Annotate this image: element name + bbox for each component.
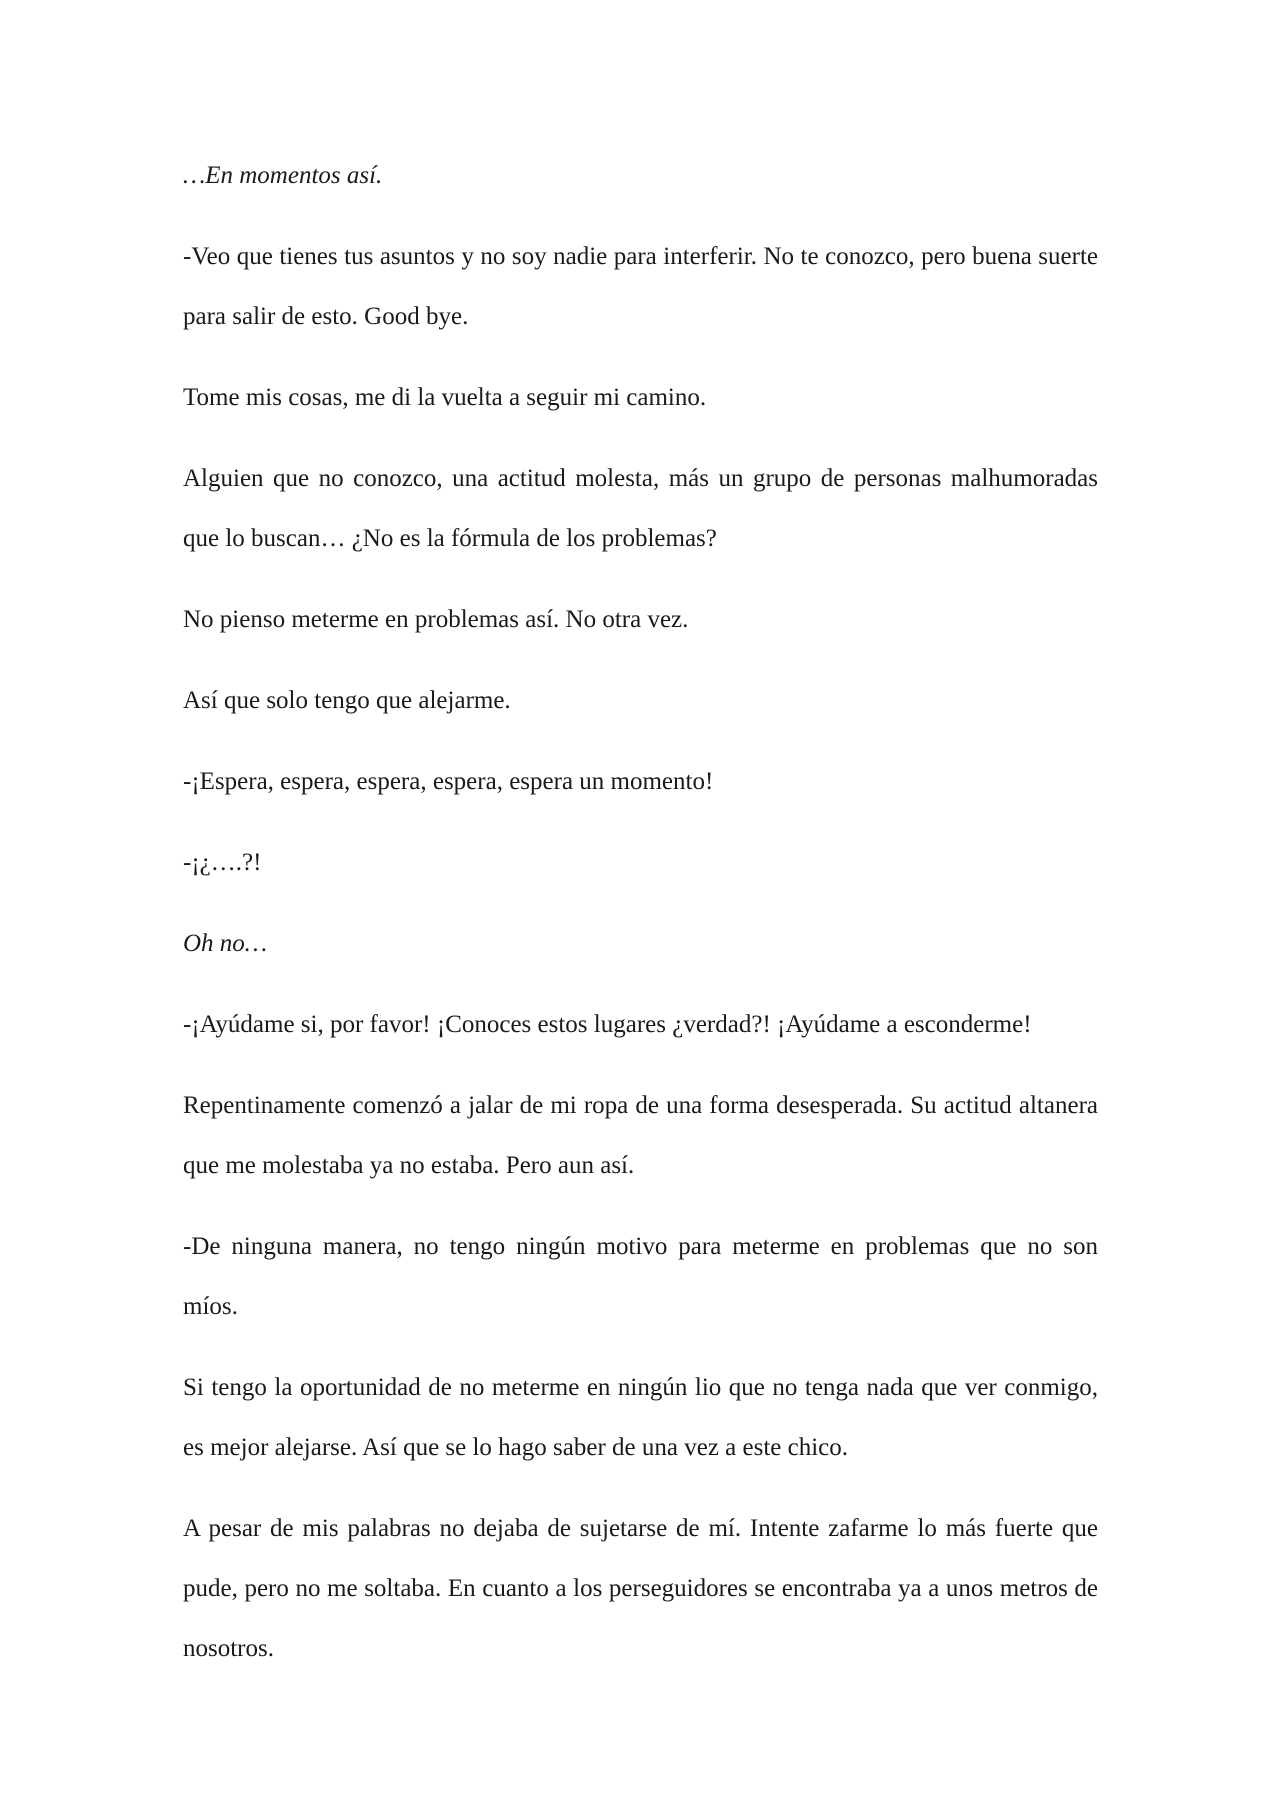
paragraph-7: -¡Espera, espera, espera, espera, espera un momento!: [183, 768, 714, 795]
paragraph-6: Así que solo tengo que alejarme.: [183, 687, 511, 714]
paragraph-10: -¡Ayúdame si, por favor! ¡Conoces estos lugares ¿verdad?! ¡Ayúdame a esconderme!: [183, 1011, 1032, 1038]
paragraph-2: -Veo que tienes tus asuntos y no soy nadie para interferir. No te conozco, pero buena suerte para salir de esto. Good bye.: [183, 243, 1098, 330]
paragraph-14: A pesar de mis palabras no dejaba de sujetarse de mí. Intente zafarme lo más fuerte que pude, pero no me soltaba. En cuanto a los perseguidores se encontraba ya a unos metros de nosotros.: [183, 1515, 1098, 1662]
paragraph-9: Oh no…: [183, 930, 268, 957]
paragraph-11: Repentinamente comenzó a jalar de mi ropa de una forma desesperada. Su actitud altanera que me molestaba ya no estaba. Pero aun así.: [183, 1092, 1098, 1179]
paragraph-3: Tome mis cosas, me di la vuelta a seguir mi camino.: [183, 384, 707, 411]
body-text: [183, 146, 1098, 1700]
paragraph-12: -De ninguna manera, no tengo ningún motivo para meterme en problemas que no son míos.: [183, 1233, 1098, 1320]
paragraph-4: Alguien que no conozco, una actitud molesta, más un grupo de personas malhumoradas que lo buscan… ¿No es la fórmula de los problemas?: [183, 465, 1098, 552]
paragraph-13: Si tengo la oportunidad de no meterme en ningún lio que no tenga nada que ver conmigo, es mejor alejarse. Así que se lo hago saber de una vez a este chico.: [183, 1374, 1098, 1461]
paragraph-5: No pienso meterme en problemas así. No otra vez.: [183, 606, 689, 633]
paragraph-8: -¡¿….?!: [183, 849, 262, 876]
paragraph-1: …En momentos así.: [183, 162, 383, 189]
